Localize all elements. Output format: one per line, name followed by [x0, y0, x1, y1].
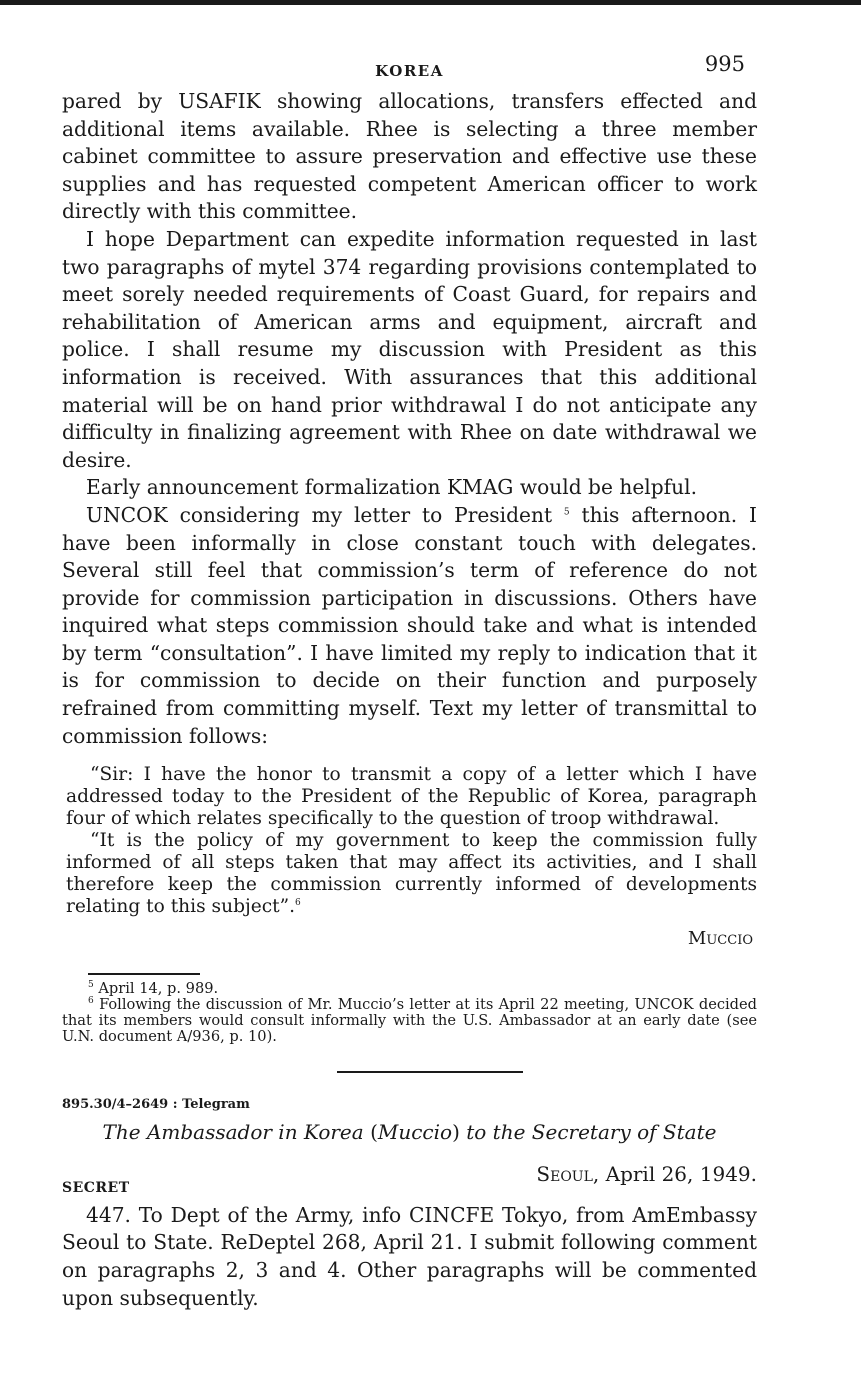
telegram-paragraph: 447. To Dept of the Army, info CINCFE Tokyo, from AmEmbassy Seoul to State. ReDeptel 268, April 21. I submit following comment on paragraphs 2, 3 and 4. Other paragraphs will be commented upon subsequently.	[62, 1202, 757, 1310]
classification-label: SECRET	[62, 1179, 130, 1196]
paragraph-kmag: Early announcement formalization KMAG would be helpful.	[86, 475, 698, 500]
title-paren-close: )	[452, 1119, 460, 1144]
footnote-ref-6: 6	[295, 898, 301, 909]
title-part-1: The Ambassador in Korea	[102, 1119, 371, 1144]
footnote-divider	[88, 973, 200, 975]
running-head: KOREA	[375, 62, 444, 80]
footnote-5-text: April 14, p. 989.	[93, 979, 219, 997]
footnote-5	[62, 981, 757, 997]
paragraph-continued: pared by USAFIK showing allocations, transfers effected and additional items available. Rhee is selecting a three member cabinet committee to assure preservation and effective use these supplies and has requested competent American officer to work directly with this committee.	[62, 89, 757, 224]
uncok-text-rest: this afternoon. I have been informally in close constant touch with delegates. Several still feel that commission’s term of reference do not provide for commission participation in discussions. Others have inquired what steps commission should take and what is intended by term “consultation”. I have limited my reply to indication that it is for commission to decide on their function and purposely refrained from committing myself. Text my letter of transmittal to commission follows:	[62, 502, 757, 748]
footnote-6-mark: 6	[88, 995, 94, 1006]
document-title	[62, 1120, 757, 1144]
top-edge-rule	[0, 0, 861, 5]
letter-body	[62, 88, 757, 750]
signature: Muccio	[687, 928, 753, 950]
quote-paragraph-1: “Sir: I have the honor to transmit a copy of a letter which I have addressed today to the President of the Republic of Korea, paragraph four of which relates specifically to the question of troop withdrawal.	[66, 764, 757, 830]
footnote-6-text: Following the discussion of Mr. Muccio’s letter at its April 22 meeting, UNCOK decided that its members would consult informally with the U.S. Ambassador at an early date (see U.N. document A/936, p. 10).	[62, 995, 757, 1045]
dateline-date: , April 26, 1949.	[592, 1161, 757, 1186]
title-paren-open: (	[370, 1119, 378, 1144]
paragraph-department-request: I hope Department can expedite information requested in last two paragraphs of mytel 374 regarding provisions contemplated to meet sorely needed requirements of Coast Guard, for repairs and rehabilitation of American arms and equipment, aircraft and police. I shall resume my discussion with President as this information is received. With assurances that this additional material will be on hand prior withdrawal I do not anticipate any difficulty in finalizing agreement with Rhee on date withdrawal we desire.	[62, 226, 757, 472]
telegram-body	[62, 1202, 757, 1312]
title-part-2: to the Secretary of State	[459, 1119, 717, 1144]
footnote-5-mark: 5	[88, 979, 94, 990]
transmittal-quote	[62, 764, 757, 918]
dateline	[536, 1162, 757, 1186]
paragraph-uncok	[62, 502, 757, 750]
dateline-row	[62, 1158, 757, 1196]
page-number: 995	[704, 52, 745, 76]
book-page	[62, 48, 757, 1312]
quote-paragraph-2-text: “It is the policy of my government to keep the commission fully informed of all steps taken that may affect its activities, and I shall therefore keep the commission currently informed of developments relating to this subject”.	[66, 830, 757, 918]
document-file-number: 895.30/4–2649 : Telegram	[62, 1096, 250, 1112]
section-divider	[337, 1071, 523, 1073]
dateline-place: Seoul	[536, 1161, 593, 1186]
quote-paragraph-2	[66, 830, 757, 918]
uncok-text-start: UNCOK considering my letter to President	[86, 502, 553, 527]
footnote-ref-5: 5	[563, 507, 570, 518]
title-name: Muccio	[377, 1119, 453, 1144]
footnotes	[62, 981, 757, 1045]
footnote-6	[62, 997, 757, 1045]
page-header	[62, 48, 757, 88]
